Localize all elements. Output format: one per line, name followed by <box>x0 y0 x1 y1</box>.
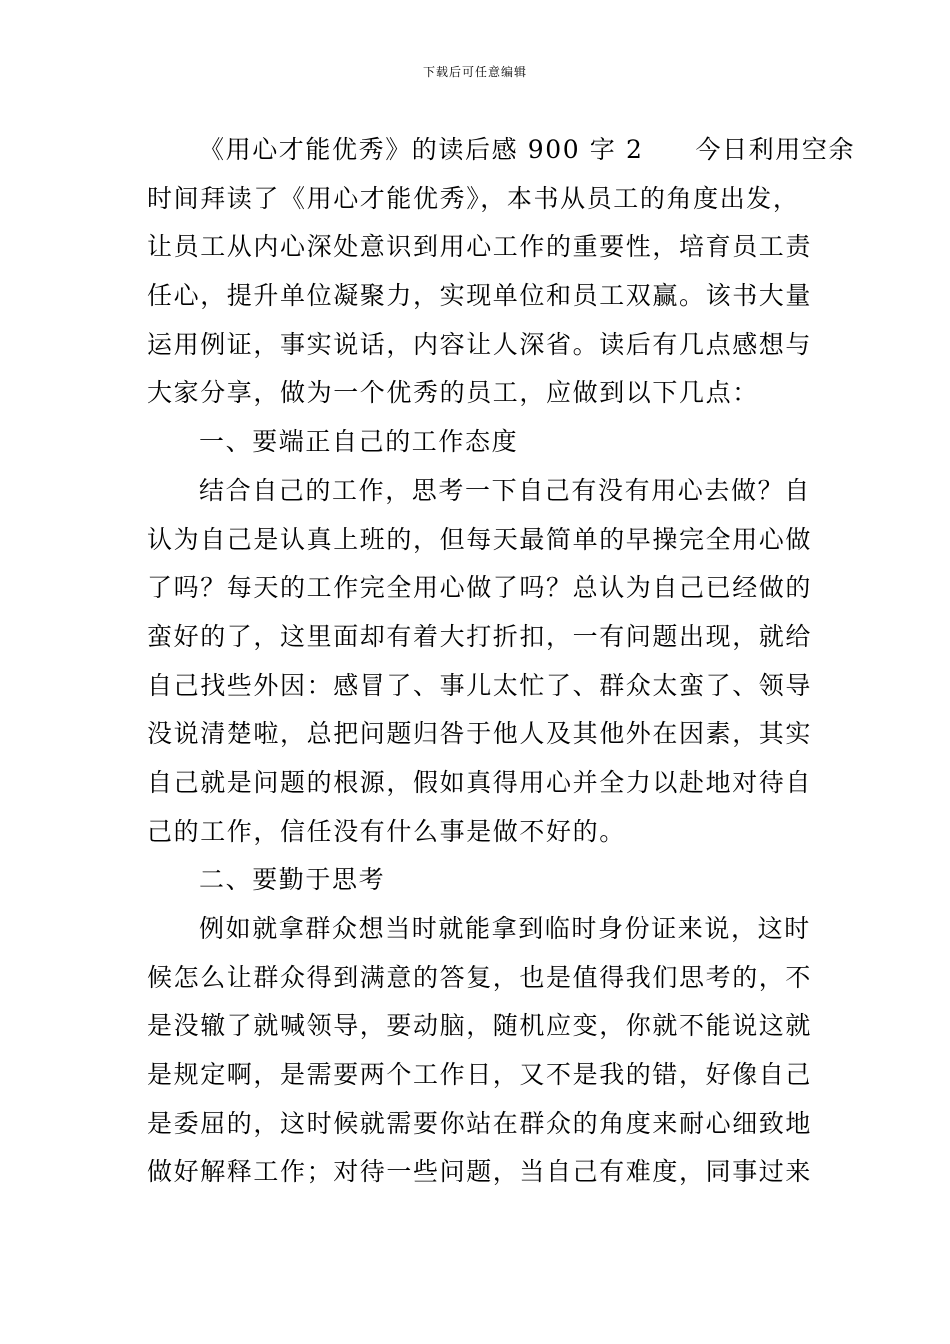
text-line: 运用例证，事实说话，内容让人深省。读后有几点感想与 <box>147 329 813 359</box>
text-line: 是规定啊，是需要两个工作日，又不是我的错，好像自己 <box>147 1060 813 1090</box>
essay-title: 《用心才能优秀》的读后感 900 字 2 <box>199 135 644 164</box>
text-line: 任心，提升单位凝聚力，实现单位和员工双赢。该书大量 <box>147 281 813 311</box>
text-line: 做好解释工作；对待一些问题，当自己有难度，同事过来 <box>147 1157 813 1187</box>
text-line: 时间拜读了《用心才能优秀》，本书从员工的角度出发， <box>147 183 800 213</box>
text-line <box>147 126 856 175</box>
text-line: 结合自己的工作，思考一下自己有没有用心去做？自 <box>199 475 811 505</box>
text-line: 例如就拿群众想当时就能拿到临时身份证来说，这时 <box>199 914 811 943</box>
section-heading: 一、要端正自己的工作态度 <box>199 427 519 457</box>
text-line: 自己就是问题的根源，假如真得用心并全力以赴地对待自 <box>147 767 813 797</box>
text-line: 是委屈的，这时候就需要你站在群众的角度来耐心细致地 <box>147 1108 813 1138</box>
page-header: 下载后可任意编辑 <box>422 65 527 79</box>
text-line: 蛮好的了，这里面却有着大打折扣，一有问题出现，就给 <box>147 621 813 651</box>
text-line: 没说清楚啦，总把问题归咎于他人及其他外在因素，其实 <box>147 719 813 749</box>
text-line: 让员工从内心深处意识到用心工作的重要性，培育员工责 <box>147 232 813 262</box>
text-line: 自己找些外因：感冒了、事儿太忙了、群众太蛮了、领导 <box>147 670 813 700</box>
section-heading: 二、要勤于思考 <box>199 865 386 895</box>
text-line: 己的工作，信任没有什么事是做不好的。 <box>147 816 626 846</box>
text-line: 候怎么让群众得到满意的答复，也是值得我们思考的，不 <box>147 962 813 992</box>
text-line: 是没辙了就喊领导，要动脑，随机应变，你就不能说这就 <box>147 1011 813 1041</box>
text-line: 大家分享，做为一个优秀的员工，应做到以下几点： <box>147 378 759 408</box>
text-line: 认为自己是认真上班的，但每天最简单的早操完全用心做 <box>147 524 813 554</box>
document-body <box>147 126 856 1197</box>
text-line-segment: 今日利用空余 <box>695 135 856 164</box>
text-line: 了吗？每天的工作完全用心做了吗？总认为自己已经做的 <box>147 573 813 603</box>
